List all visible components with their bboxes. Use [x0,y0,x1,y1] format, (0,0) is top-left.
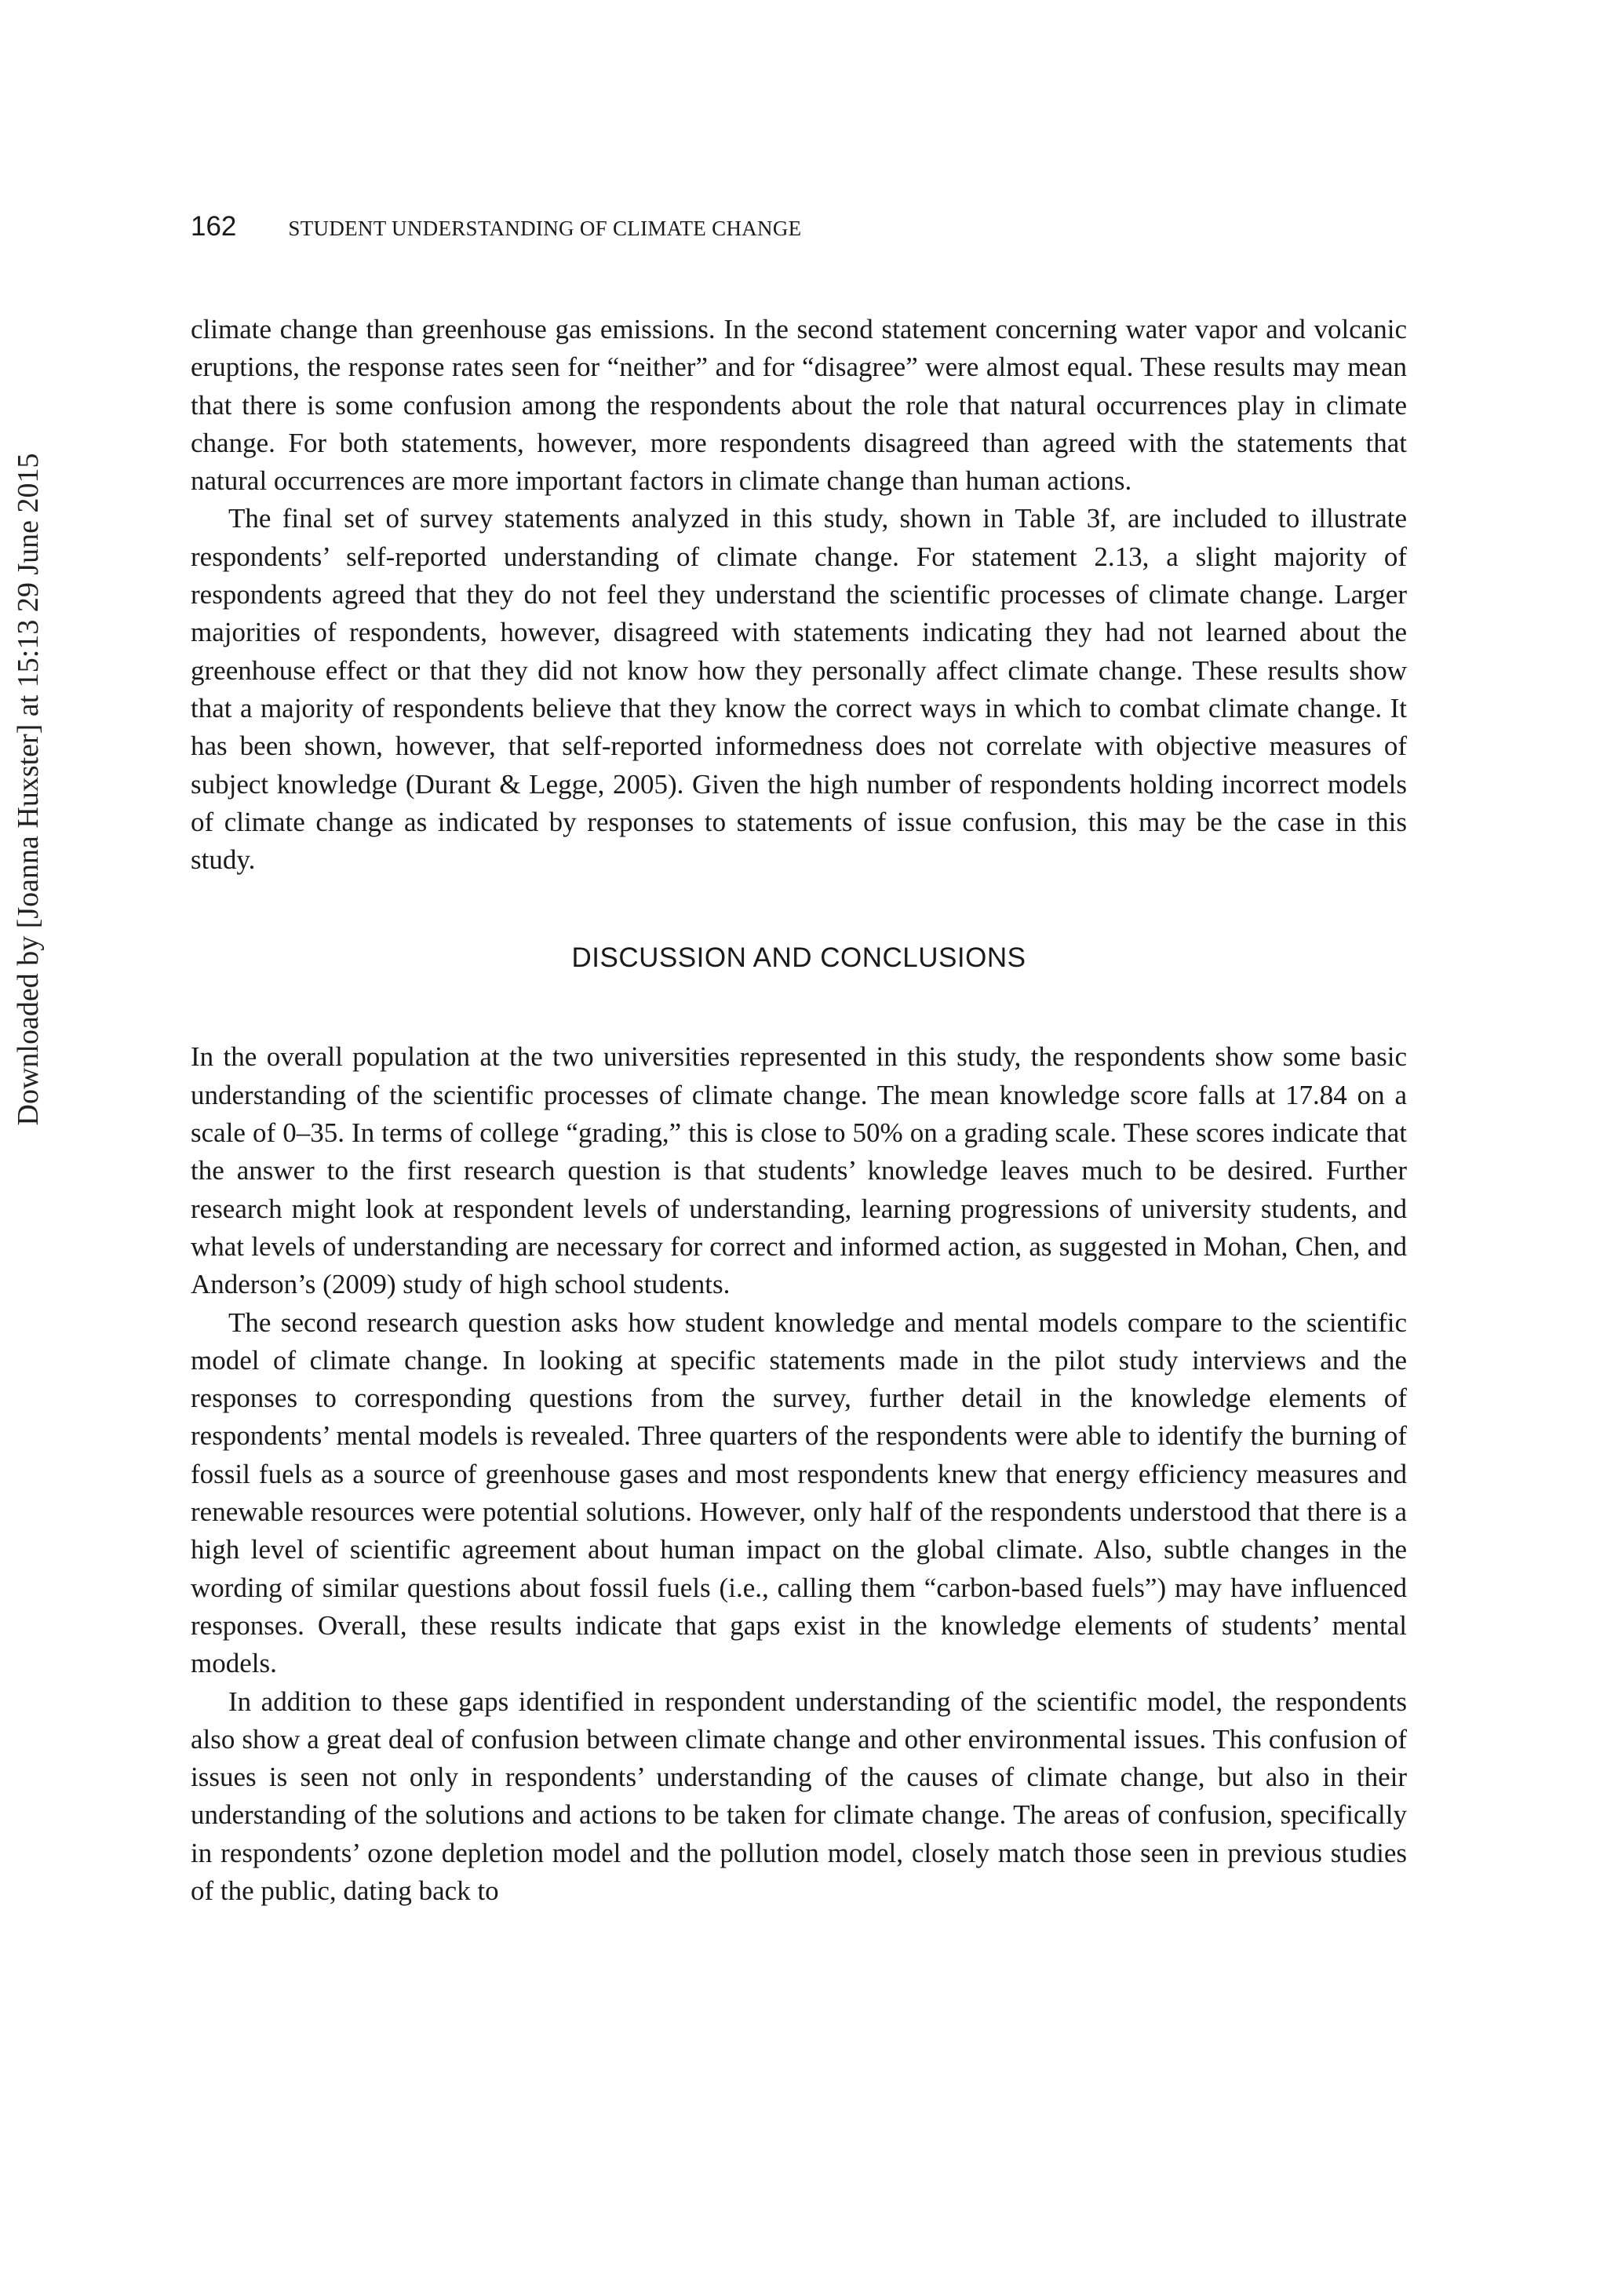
running-head: STUDENT UNDERSTANDING OF CLIMATE CHANGE [288,217,802,240]
paragraph-self-reported-understanding: The final set of survey statements analyzed in this study, shown in Table 3f, are included to illustrate respondents’ self-reported understanding of climate change. For statement 2.13, a slight majority of respondents agreed that they do not feel they understand the scientific processes of climate change. Larger majorities of respondents, however, disagreed with statements indicating they had not learned about the greenhouse effect or that they did not know how they personally affect climate change. These results show that a majority of respondents believe that they know the correct ways in which to combat climate change. It has been shown, however, that self-reported informedness does not correlate with objective measures of subject knowledge (Durant & Legge, 2005). Given the high number of respondents holding incorrect models of climate change as indicated by responses to statements of issue confusion, this may be the case in this study. [191,503,1407,876]
paragraph-continued: climate change than greenhouse gas emissions. In the second statement concerning water vapor and volcanic eruptions, the response rates seen for “neither” and for “disagree” were almost equal. These results may mean that there is some confusion among the respondents about the role that natural occurrences play in climate change. For both statements, however, more respondents disagreed than agreed with the statements that natural occurrences are more important factors in climate change than human actions. [191,314,1407,497]
section-heading-discussion: DISCUSSION AND CONCLUSIONS [571,942,1026,974]
article-body [191,311,1407,1910]
download-stamp-text: Downloaded by [Joanna Huxster] at 15:13 29 June 2015 [12,453,45,1126]
paragraph-issue-confusion: In addition to these gaps identified in respondent understanding of the scientific model, the respondents also show a great deal of confusion between climate change and other environmental issues. This confusion of issues is seen not only in respondents’ understanding of the causes of climate change, but also in their understanding of the solutions and actions to be taken for climate change. The areas of confusion, specifically in respondents’ ozone depletion model and the pollution model, closely match those seen in previous studies of the public, dating back to [191,1686,1407,1906]
paragraph-overall-population: In the overall population at the two universities represented in this study, the respondents show some basic understanding of the scientific processes of climate change. The mean knowledge score falls at 17.84 on a scale of 0–35. In terms of college “grading,” this is close to 50% on a grading scale. These scores indicate that the answer to the first research question is that students’ knowledge leaves much to be desired. Further research might look at respondent levels of understanding, learning progressions of university students, and what levels of understanding are necessary for correct and informed action, as suggested in Mohan, Chen, and Anderson’s (2009) study of high school students. [191,1041,1407,1300]
page-number: 162 [191,211,237,242]
page-header [191,211,801,250]
paragraph-second-research-question: The second research question asks how student knowledge and mental models compare to the scientific model of climate change. In looking at specific statements made in the pilot study interviews and the responses to corresponding questions from the survey, further detail in the knowledge elements of respondents’ mental models is revealed. Three quarters of the respondents were able to identify the burning of fossil fuels as a source of greenhouse gases and most respondents knew that energy efficiency measures and renewable resources were potential solutions. However, only half of the respondents understood that there is a high level of scientific agreement about human impact on the global climate. Also, subtle changes in the wording of similar questions about fossil fuels (i.e., calling them “carbon-based fuels”) may have influenced responses. Overall, these results indicate that gaps exist in the knowledge elements of students’ mental models. [191,1307,1407,1679]
